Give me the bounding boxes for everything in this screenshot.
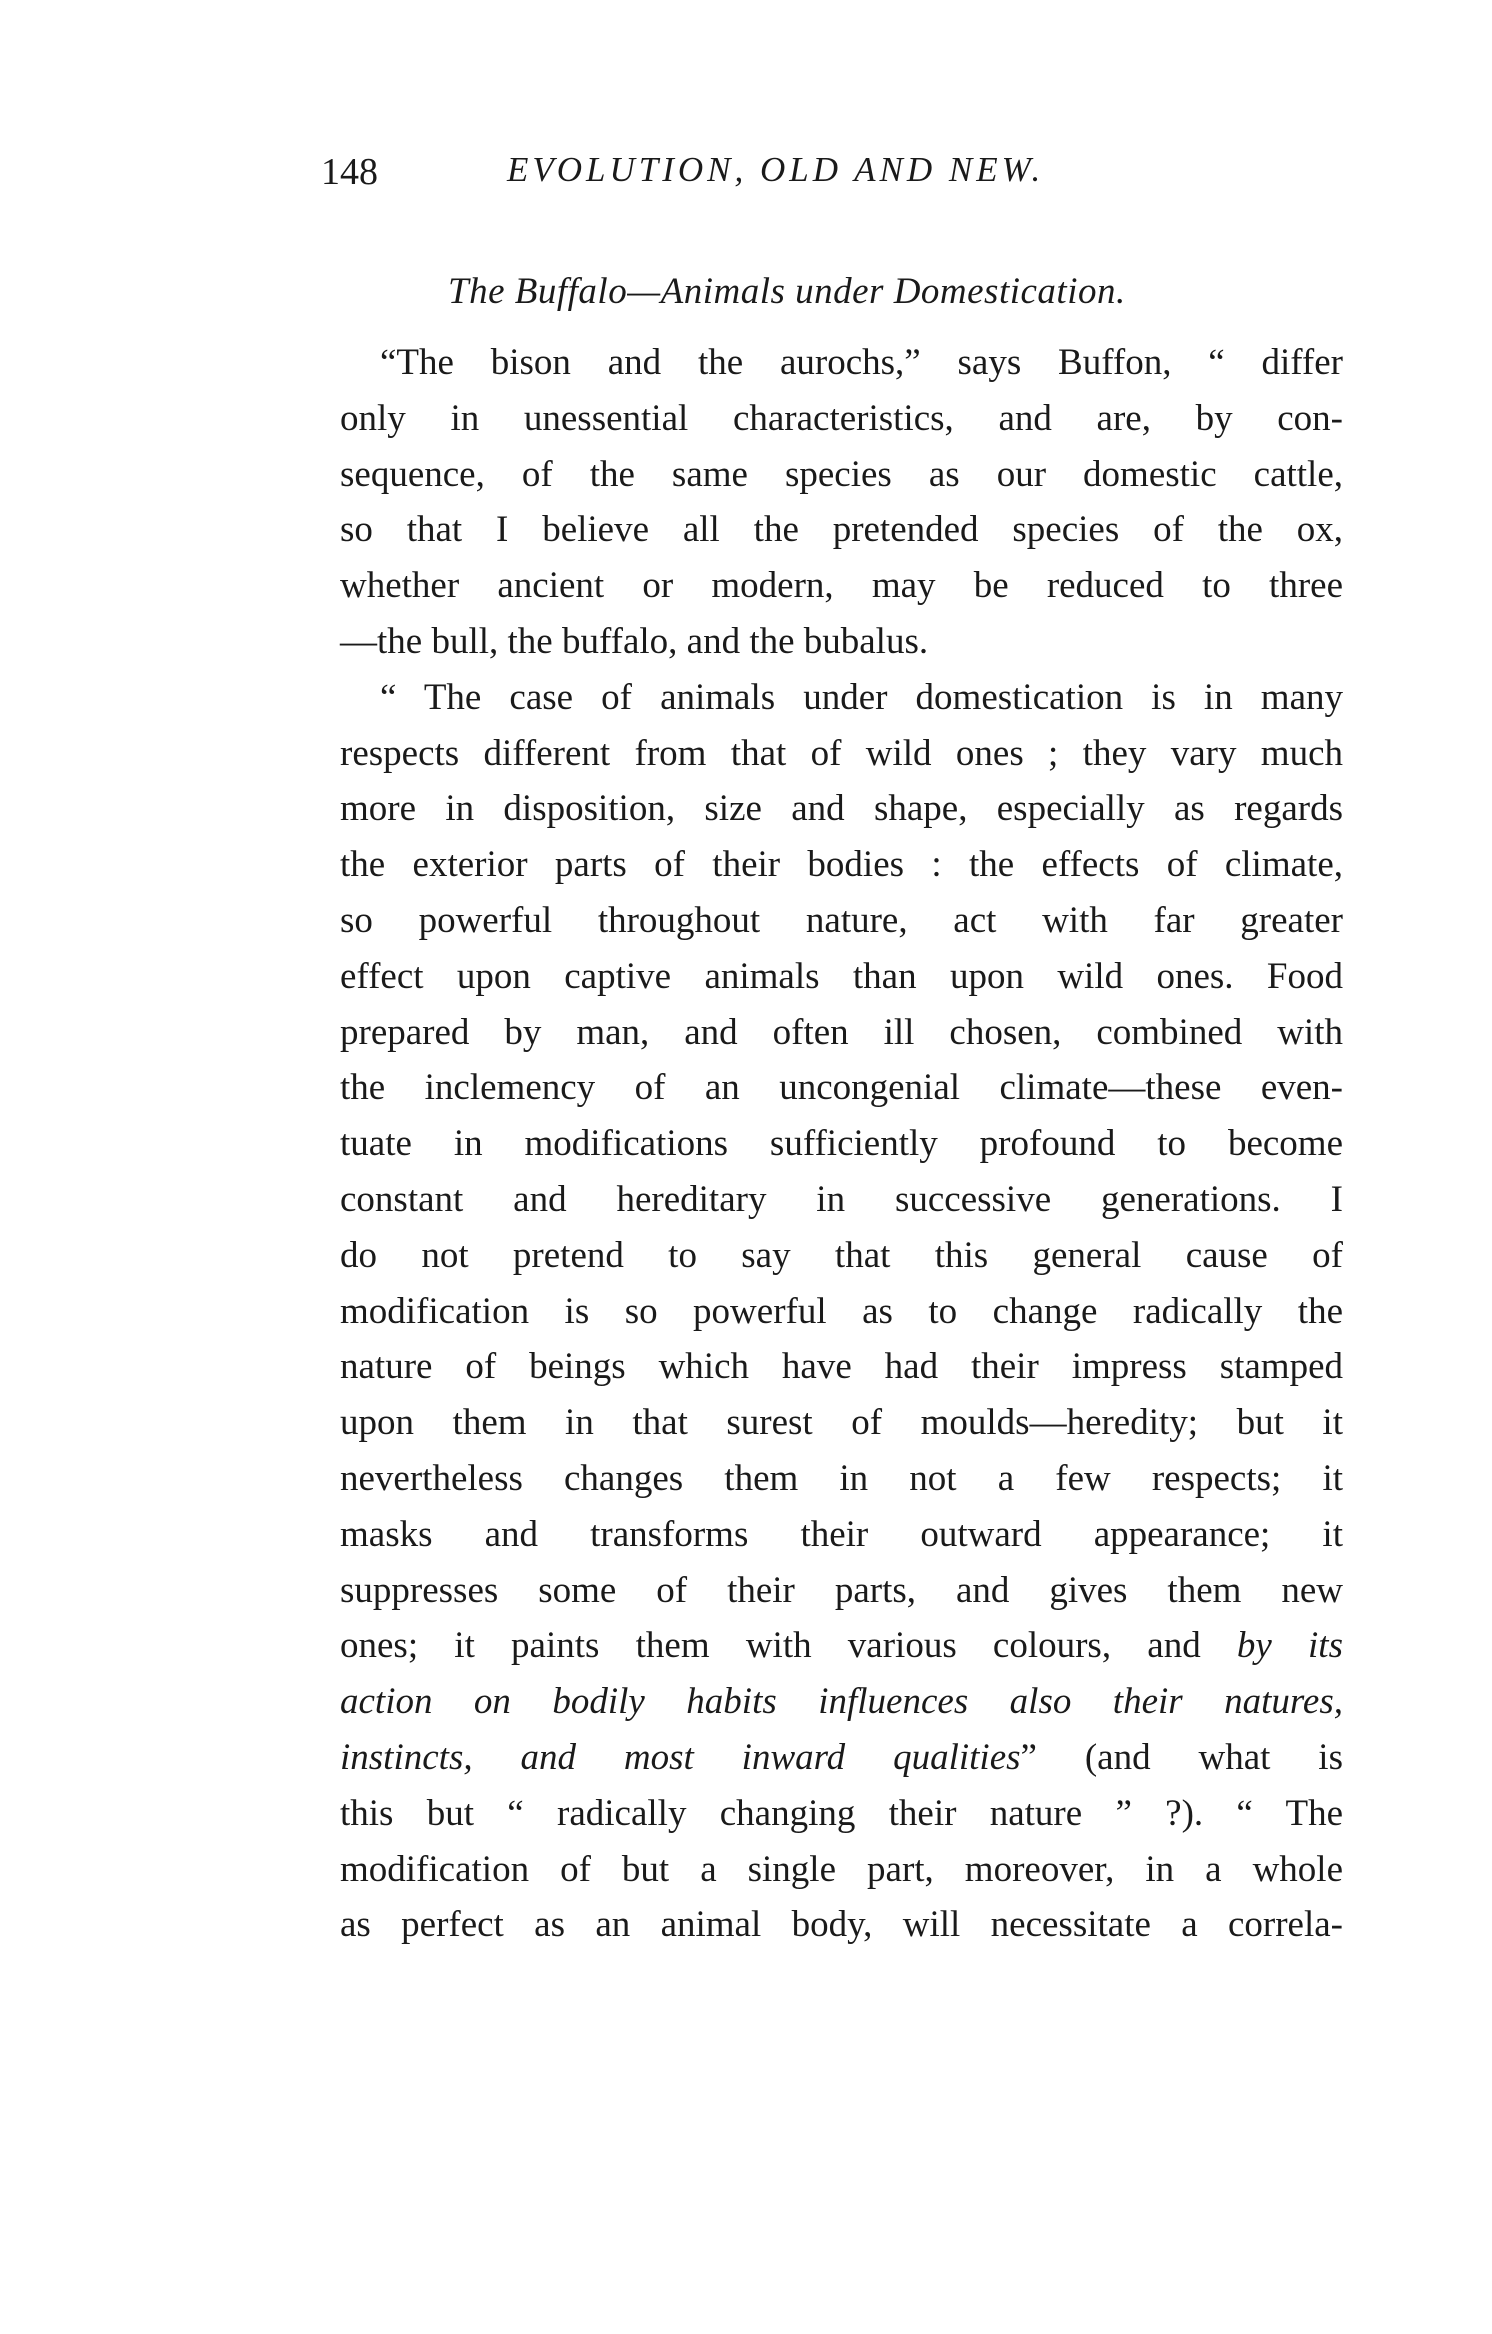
text-line xyxy=(340,726,1343,782)
text-line xyxy=(340,1172,1343,1228)
text-segment: —the bull, the buffalo, and the bubalus. xyxy=(340,620,929,662)
text-line xyxy=(340,502,1343,558)
text-segment: whether ancient or modern, may be reduced to three xyxy=(340,565,1343,607)
text-line xyxy=(340,1060,1343,1116)
text-segment: modification of but a single part, moreover, in a whole xyxy=(340,1848,1343,1890)
text-line xyxy=(340,1451,1343,1507)
text-segment: only in unessential characteristics, and are, by con- xyxy=(340,397,1343,439)
text-segment: the exterior parts of their bodies : the effects of climate, xyxy=(340,844,1343,886)
text-segment: tuate in modifications sufficiently profound to become xyxy=(340,1123,1343,1165)
text-segment: constant and hereditary in successive generations. I xyxy=(340,1178,1343,1220)
body-text xyxy=(340,335,1343,1953)
page-number: 148 xyxy=(321,151,378,193)
text-line xyxy=(340,1339,1343,1395)
text-segment: do not pretend to say that this general cause of xyxy=(340,1234,1343,1276)
text-segment: so powerful throughout nature, act with far greater xyxy=(340,899,1343,941)
text-line xyxy=(340,1563,1343,1619)
text-line xyxy=(340,614,1343,670)
text-line xyxy=(340,1116,1343,1172)
running-title: EVOLUTION, OLD AND NEW. xyxy=(507,150,1045,189)
text-segment: more in disposition, size and shape, especially as regards xyxy=(340,788,1343,830)
text-segment: ” (and what is xyxy=(1020,1736,1343,1778)
text-segment: suppresses some of their parts, and gives them new xyxy=(340,1569,1343,1611)
text-line xyxy=(340,893,1343,949)
running-header xyxy=(0,150,1492,200)
text-line xyxy=(340,670,1343,726)
text-segment: modification is so powerful as to change radically the xyxy=(340,1290,1343,1332)
text-line xyxy=(340,1507,1343,1563)
text-segment: this but “ radically changing their nature ” ?). “ The xyxy=(340,1792,1343,1834)
text-segment: prepared by man, and often ill chosen, combined with xyxy=(340,1011,1343,1053)
text-segment: effect upon captive animals than upon wild ones. Food xyxy=(340,955,1343,997)
text-line xyxy=(340,335,1343,391)
text-segment: “ The case of animals under domestication is in many xyxy=(380,676,1343,718)
text-line xyxy=(340,558,1343,614)
text-segment: so that I believe all the pretended species of the ox, xyxy=(340,509,1343,551)
text-segment: nevertheless changes them in not a few respects; it xyxy=(340,1457,1343,1499)
text-segment: upon them in that surest of moulds—heredity; but it xyxy=(340,1402,1343,1444)
text-line xyxy=(340,1005,1343,1061)
text-line xyxy=(340,1674,1343,1730)
italic-text: by its xyxy=(1236,1625,1343,1667)
text-line xyxy=(340,1786,1343,1842)
text-line xyxy=(340,447,1343,503)
text-segment: as perfect as an animal body, will necessitate a correla- xyxy=(340,1904,1343,1946)
text-line xyxy=(340,949,1343,1005)
text-line xyxy=(340,1897,1343,1953)
text-line xyxy=(340,1618,1343,1674)
text-line xyxy=(340,1228,1343,1284)
text-line xyxy=(340,1395,1343,1451)
text-line xyxy=(340,837,1343,893)
text-segment: sequence, of the same species as our domestic cattle, xyxy=(340,453,1343,495)
text-line xyxy=(340,1284,1343,1340)
text-line xyxy=(340,391,1343,447)
text-line xyxy=(340,1730,1343,1786)
section-title: The Buffalo—Animals under Domestication. xyxy=(448,271,1126,312)
text-line xyxy=(340,781,1343,837)
text-segment: ones; it paints them with various colours, and xyxy=(340,1625,1237,1667)
text-segment: the inclemency of an uncongenial climate—these even- xyxy=(340,1067,1343,1109)
italic-text: action on bodily habits influences also their natures, xyxy=(340,1681,1343,1723)
text-segment: “The bison and the aurochs,” says Buffon, “ differ xyxy=(380,342,1343,383)
text-segment: masks and transforms their outward appearance; it xyxy=(340,1513,1343,1555)
text-segment: nature of beings which have had their impress stamped xyxy=(340,1346,1343,1388)
text-line xyxy=(340,1842,1343,1898)
text-segment: respects different from that of wild ones ; they vary much xyxy=(340,732,1343,774)
italic-text: instincts, and most inward qualities xyxy=(340,1736,1021,1778)
